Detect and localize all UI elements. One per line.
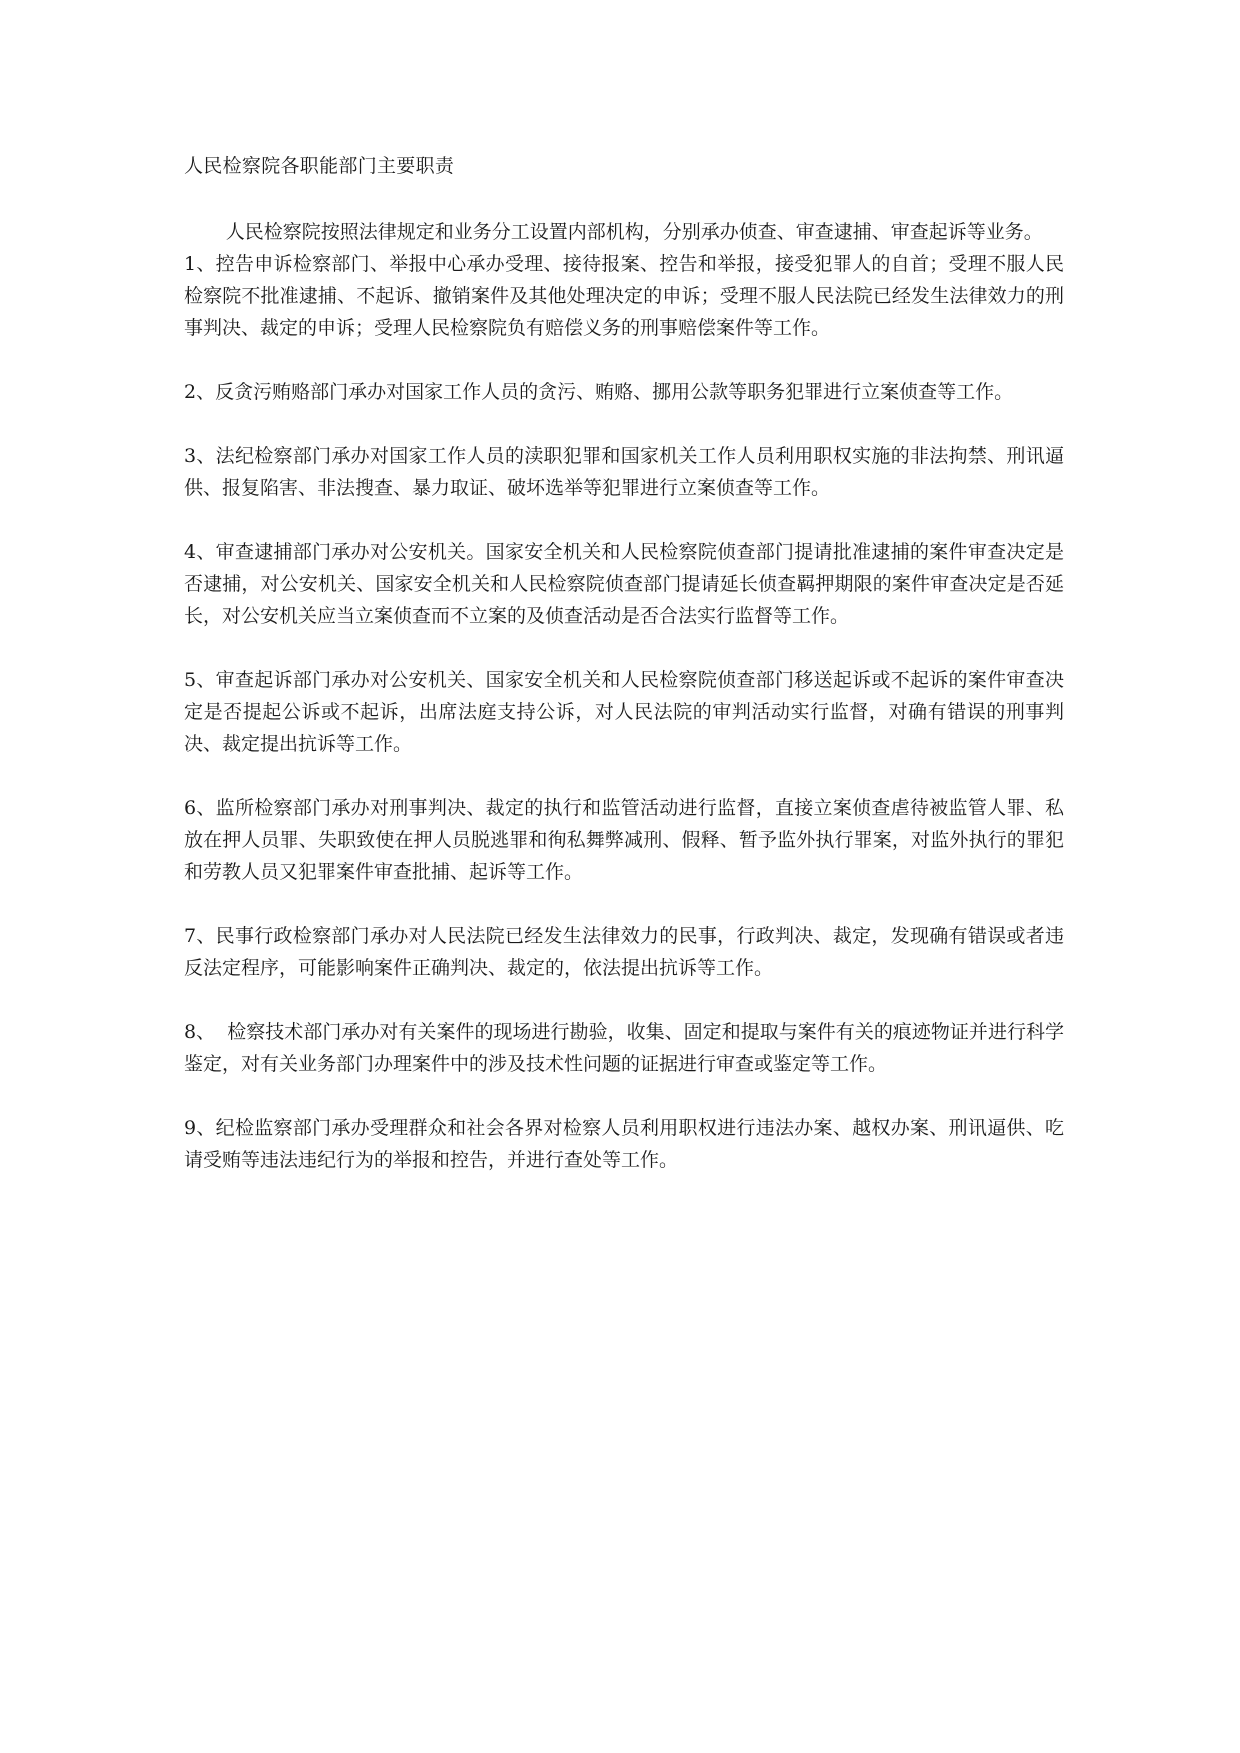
item-text: 检察技术部门承办对有关案件的现场进行勘验，收集、固定和提取与案件有关的痕迹物证并进行科学鉴定，对有关业务部门办理案件中的涉及技术性问题的证据进行审查或鉴定等工作。 xyxy=(184,1021,1064,1075)
duty-item-9 xyxy=(184,1112,1064,1176)
item-text: 监所检察部门承办对刑事判决、裁定的执行和监管活动进行监督，直接立案侦查虐待被监管人罪、私放在押人员罪、失职致使在押人员脱逃罪和徇私舞弊减刑、假释、暂予监外执行罪案，对监外执行的罪犯和劳教人员又犯罪案件审查批捕、起诉等工作。 xyxy=(184,797,1064,883)
item-text: 审查起诉部门承办对公安机关、国家安全机关和人民检察院侦查部门移送起诉或不起诉的案件审查决定是否提起公诉或不起诉，出席法庭支持公诉，对人民法院的审判活动实行监督，对确有错误的刑事判决、裁定提出抗诉等工作。 xyxy=(184,669,1064,755)
item-text: 反贪污贿赂部门承办对国家工作人员的贪污、贿赂、挪用公款等职务犯罪进行立案侦查等工作。 xyxy=(215,381,1014,403)
item-text: 控告申诉检察部门、举报中心承办受理、接待报案、控告和举报，接受犯罪人的自首；受理不服人民检察院不批准逮捕、不起诉、撤销案件及其他处理决定的申诉；受理不服人民法院已经发生法律效力的刑事判决、裁定的申诉；受理人民检察院负有赔偿义务的刑事赔偿案件等工作。 xyxy=(184,253,1064,339)
item-number: 6、 xyxy=(184,797,216,819)
duty-item-4 xyxy=(184,536,1064,632)
item-text: 纪检监察部门承办受理群众和社会各界对检察人员利用职权进行违法办案、越权办案、刑讯逼供、吃请受贿等违法违纪行为的举报和控告，并进行查处等工作。 xyxy=(184,1117,1064,1171)
intro-paragraph: 人民检察院按照法律规定和业务分工设置内部机构，分别承办侦查、审查逮捕、审查起诉等业务。 xyxy=(225,221,1043,243)
duty-item-1 xyxy=(184,248,1064,344)
duty-item-2 xyxy=(184,376,1064,408)
item-text: 民事行政检察部门承办对人民法院已经发生法律效力的民事，行政判决、裁定，发现确有错误或者违反法定程序，可能影响案件正确判决、裁定的，依法提出抗诉等工作。 xyxy=(184,925,1064,979)
document-page xyxy=(184,150,1064,1176)
duty-item-8 xyxy=(184,1016,1064,1080)
item-number: 3、 xyxy=(184,445,216,467)
item-text: 法纪检察部门承办对国家工作人员的渎职犯罪和国家机关工作人员利用职权实施的非法拘禁、刑讯逼供、报复陷害、非法搜查、暴力取证、破坏选举等犯罪进行立案侦查等工作。 xyxy=(184,445,1064,499)
duty-item-5 xyxy=(184,664,1064,760)
duty-item-7 xyxy=(184,920,1064,984)
item-text: 审查逮捕部门承办对公安机关。国家安全机关和人民检察院侦查部门提请批准逮捕的案件审查决定是否逮捕，对公安机关、国家安全机关和人民检察院侦查部门提请延长侦查羁押期限的案件审查决定是否延长，对公安机关应当立案侦查而不立案的及侦查活动是否合法实行监督等工作。 xyxy=(184,541,1064,627)
duty-item-3 xyxy=(184,440,1064,504)
document-title: 人民检察院各职能部门主要职责 xyxy=(184,155,455,177)
item-number: 5、 xyxy=(184,669,216,691)
item-number: 2、 xyxy=(184,381,216,403)
item-number: 7、 xyxy=(184,925,216,947)
item-number: 1、 xyxy=(184,253,216,275)
item-number: 9、 xyxy=(184,1117,216,1139)
duty-item-6 xyxy=(184,792,1064,888)
item-number: 4、 xyxy=(184,541,216,563)
item-number: 8、 xyxy=(184,1021,228,1043)
